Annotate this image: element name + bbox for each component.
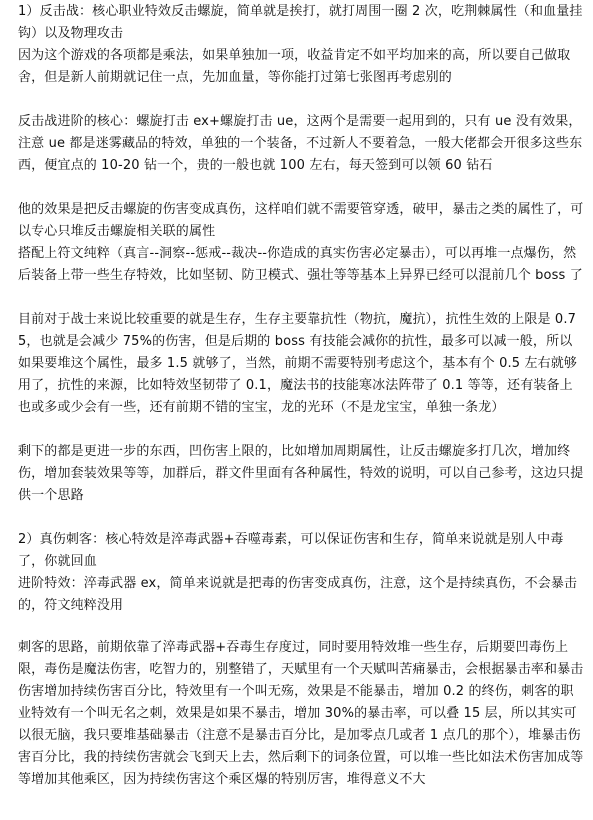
paragraph-gap bbox=[18, 89, 585, 111]
paragraph-further-optimization: 剩下的都是更进一步的东西，凹伤害上限的，比如增加周期属性，让反击螺旋多打几次，增加终伤，增加套装效果等等，加群后，群文件里面有各种属性，特效的说明，可以自己参考，这边只提供一个思路 bbox=[18, 444, 584, 503]
paragraph-counter-warrior-advanced: 反击战进阶的核心：螺旋打击 ex+螺旋打击 ue，这两个是需要一起用到的，只有 ue 没有效果，注意 ue 都是迷雾藏品的特效，单独的一个装备，不过新人不要着急，一般大佬都会开很多这些东西，便宜点的 10-20 钻一个，贵的一般也就 100 左右，每天签到可以领 60 钻石 bbox=[18, 114, 583, 173]
paragraph-gap bbox=[18, 419, 585, 441]
paragraph-counter-warrior-intro: 1）反击战：核心职业特效反击螺旋，简单就是挨打，就打周围一圈 2 次，吃荆棘属性（和血量挂钩）以及物理攻击 bbox=[18, 4, 583, 41]
paragraph-assassin-strategy: 刺客的思路，前期依靠了淬毒武器+吞毒生存度过，同时要用特效堆一些生存，后期要凹毒伤上限，毒伤是魔法伤害，吃智力的，别整错了，天赋里有一个天赋叫苦痛暴击，会根据暴击率和暴击伤害增加持续伤害百分比，特效里有一个叫无殇，效果是不能暴击，增加 0.2 的终伤，刺客的职业特效有一个叫无名之刺，效果是如果不暴击，增加 30%的暴击率，可以叠 15 层，所以其实可以很无脑，我只要堆基础暴击（注意不是暴击百分比，是加零点几或者 1 点几的那个），堆暴击伤害百分比，我的持续伤害就会飞到天上去，然后剩下的词条位置，可以堆一些比如法术伤害加成等等增加其他乘区，因为持续伤害这个乘区爆的特别厉害，堆得意义不大 bbox=[18, 640, 584, 787]
paragraph-assassin-advanced-effect: 进阶特效：淬毒武器 ex，简单来说就是把毒的伤害变成真伤，注意，这个是持续真伤，不会暴击的，符文纯粹没用 bbox=[18, 576, 578, 613]
paragraph-gap bbox=[18, 617, 585, 637]
paragraph-rune-and-survival: 搭配上符文纯粹（真言--洞察--惩戒--裁决--你造成的真实伤害必定暴击），可以再堆一点爆伤，然后装备上带一些生存特效，比如坚韧、防卫模式、强壮等等基本上异界已经可以混前几个 boss 了 bbox=[18, 246, 583, 283]
paragraph-warrior-survival: 目前对于战士来说比较重要的就是生存，生存主要靠抗性（物抗，魔抗），抗性生效的上限是 0.75，也就是会减少 75%的伤害，但是后期的 boss 有技能会减你的抗性，最多可以减一般，所以如果要堆这个属性，最多 1.5 就够了，当然，前期不需要特别考虑这个，基本有个 0.5 左右就够用了，抗性的来源，比如特效坚韧带了 0.1，魔法书的技能寒冰法阵带了 0.1 等等，还有装备上也或多或少会有一些，还有前期不错的宝宝，龙的光环（不是龙宝宝，单独一条龙） bbox=[18, 312, 578, 415]
paragraph-gap bbox=[18, 177, 585, 199]
paragraph-true-damage-effect: 他的效果是把反击螺旋的伤害变成真伤，这样咱们就不需要管穿透，破甲，暴击之类的属性了，可以专心只堆反击螺旋相关联的属性 bbox=[18, 202, 584, 239]
paragraph-gap bbox=[18, 507, 585, 529]
paragraph-true-damage-assassin-intro: 2）真伤刺客：核心特效是淬毒武器+吞噬毒素，可以保证伤害和生存，简单来说就是别人中毒了，你就回血 bbox=[18, 532, 564, 569]
paragraph-multiplication-advice: 因为这个游戏的各项都是乘法，如果单独加一项，收益肯定不如平均加来的高，所以要自己做取舍，但是新人前期就记住一点，先加血量，等你能打过第七张图再考虑别的 bbox=[18, 48, 571, 85]
paragraph-gap bbox=[18, 287, 585, 309]
